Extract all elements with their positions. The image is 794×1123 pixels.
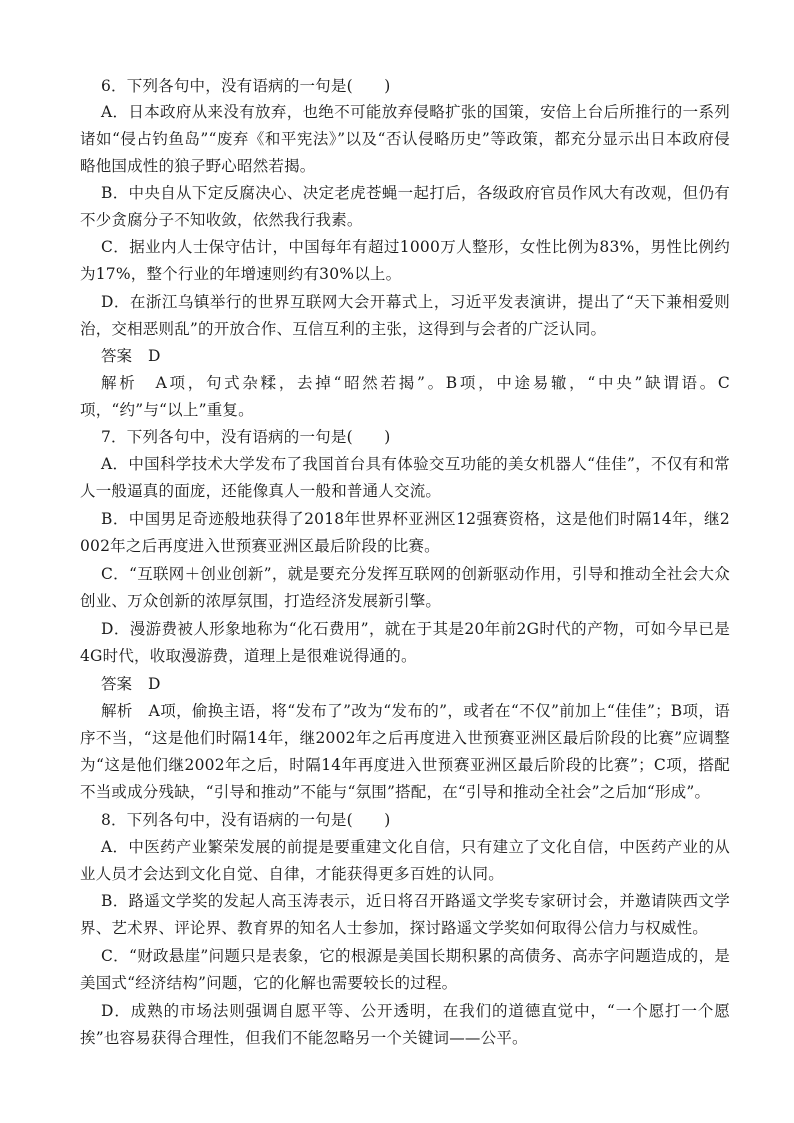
question-6-option-c: C．据业内人士保守估计，中国每年有超过1000万人整形，女性比例为83%，男性比例约为17%，整个行业的年增速则约有30%以上。 (80, 238, 730, 283)
question-8-option-b: B．路遥文学奖的发起人高玉涛表示，近日将召开路遥文学奖专家研讨会，并邀请陕西文学界、艺术界、评论界、教育界的知名人士参加，探讨路遥文学奖如何取得公信力与权威性。 (80, 892, 730, 937)
question-7-option-d: D．漫游费被人形象地称为“化石费用”，就在于其是20年前2G时代的产物，可如今早已是4G时代，收取漫游费，道理上是很难说得通的。 (80, 620, 730, 665)
question-7-option-c: C．“互联网＋创业创新”，就是要充分发挥互联网的创新驱动作用，引导和推动全社会大众创业、万众创新的浓厚氛围，打造经济发展新引擎。 (80, 565, 730, 610)
question-7-stem: 7．下列各句中，没有语病的一句是( ) (101, 428, 391, 446)
question-6-stem: 6．下列各句中，没有语病的一句是( ) (101, 77, 391, 95)
answer-label: 答案 (101, 347, 133, 365)
question-7-answer (101, 671, 160, 698)
question-6-option-a: A．日本政府从来没有放弃，也绝不可能放弃侵略扩张的国策，安倍上台后所推行的一系列诸如“侵占钓鱼岛”“废弃《和平宪法》”以及“否认侵略历史”等政策，都充分显示出日本政府侵略他国成性的狼子野心昭然若揭。 (80, 103, 730, 175)
question-6-analysis: 解析 A项，句式杂糅，去掉“昭然若揭”。B项，中途易辙，“中央”缺谓语。C项，“约”与“以上”重复。 (80, 374, 730, 419)
question-7-analysis: 解析 A项，偷换主语，将“发布了”改为“发布的”，或者在“不仅”前加上“佳佳”；B项，语序不当，“这是他们时隔14年，继2002年之后再度进入世预赛亚洲区最后阶段的比赛”应调整为“这是他们继2002年之后，时隔14年再度进入世预赛亚洲区最后阶段的比赛”；C项，搭配不当或成分残缺，“引导和推动”不能与“氛围”搭配，在“引导和推动全社会”之后加“形成”。 (80, 702, 730, 801)
question-8-option-c: C．“财政悬崖”问题只是表象，它的根源是美国长期积累的高债务、高赤字问题造成的，是美国式“经济结构”问题，它的化解也需要较长的过程。 (80, 947, 730, 992)
question-6-option-d: D．在浙江乌镇举行的世界互联网大会开幕式上，习近平发表演讲，提出了“天下兼相爱则治，交相恶则乱”的开放合作、互信互利的主张，这得到与会者的广泛认同。 (80, 293, 730, 338)
question-6-option-b: B．中央自从下定反腐决心、决定老虎苍蝇一起打后，各级政府官员作风大有改观，但仍有不少贪腐分子不知收敛，依然我行我素。 (80, 184, 730, 229)
answer-value: D (148, 347, 161, 365)
question-6-answer (101, 343, 160, 370)
answer-value: D (148, 675, 161, 693)
question-8-option-d: D．成熟的市场法则强调自愿平等、公开透明，在我们的道德直觉中，“一个愿打一个愿挨”也容易获得合理性，但我们不能忽略另一个关键词——公平。 (80, 1002, 730, 1047)
answer-label: 答案 (101, 675, 133, 693)
question-8-option-a: A．中医药产业繁荣发展的前提是要重建文化自信，只有建立了文化自信，中医药产业的从业人员才会达到文化自觉、自律，才能获得更多百姓的认同。 (80, 838, 730, 883)
question-7-option-b: B．中国男足奇迹般地获得了2018年世界杯亚洲区12强赛资格，这是他们时隔14年，继2002年之后再度进入世预赛亚洲区最后阶段的比赛。 (80, 510, 730, 555)
question-8-stem: 8．下列各句中，没有语病的一句是( ) (101, 811, 391, 829)
question-7-option-a: A．中国科学技术大学发布了我国首台具有体验交互功能的美女机器人“佳佳”，不仅有和常人一般逼真的面庞，还能像真人一般和普通人交流。 (80, 455, 730, 500)
